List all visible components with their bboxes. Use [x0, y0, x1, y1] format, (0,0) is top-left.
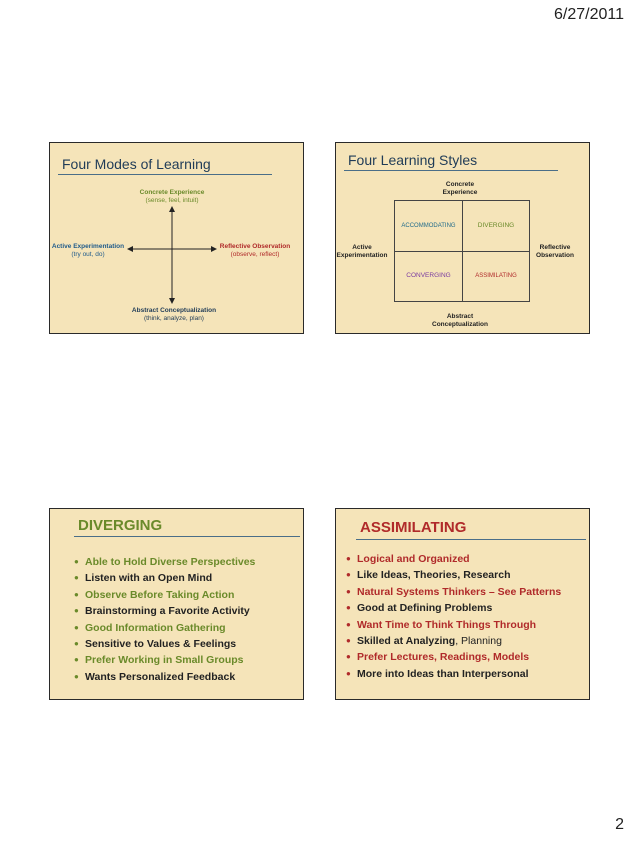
left-label: Active Experimentation — [51, 243, 125, 250]
list-item: ● Listen with an Open Mind — [74, 572, 213, 585]
axes-arrows — [50, 143, 305, 335]
right-sub: (observe, reflect) — [230, 251, 280, 258]
quadrant-accommodating: ACCOMMODATING — [401, 223, 456, 229]
title-underline — [344, 170, 558, 171]
top-label-1: Concrete — [445, 181, 475, 188]
slide-title: Four Modes of Learning — [62, 156, 211, 172]
slide-diverging — [49, 508, 304, 700]
grid-hline — [395, 251, 529, 252]
list-item: ● Good Information Gathering — [74, 621, 226, 634]
list-item: ● Skilled at Analyzing, Planning — [346, 634, 502, 647]
left-label-2: Experimentation — [336, 252, 388, 259]
bottom-label-1: Abstract — [446, 313, 474, 320]
list-item: ● Logical and Organized — [346, 553, 470, 565]
list-item: ● Prefer Working in Small Groups — [74, 654, 244, 667]
top-label: Concrete Experience — [139, 189, 205, 196]
list-item: ● Good at Defining Problems — [346, 602, 493, 615]
slide-title: DIVERGING — [78, 517, 163, 534]
title-underline — [74, 536, 300, 537]
styles-grid — [394, 200, 530, 302]
list-item: ● Prefer Lectures, Readings, Models — [346, 651, 530, 664]
slide-title: Four Learning Styles — [348, 152, 478, 168]
bottom-label: Abstract Conceptualization — [131, 307, 217, 314]
bottom-sub: (think, analyze, plan) — [144, 315, 204, 322]
list-item: ● Sensitive to Values & Feelings — [74, 637, 237, 650]
list-item: ● More into Ideas than Interpersonal — [346, 667, 529, 680]
bottom-label-2: Conceptualization — [432, 321, 488, 328]
diverging-list — [74, 554, 255, 685]
left-label-1: Active — [352, 244, 372, 251]
right-label: Reflective Observation — [219, 243, 291, 250]
list-item: ● Brainstorming a Favorite Activity — [74, 605, 250, 618]
list-item: ● Observe Before Taking Action — [74, 588, 235, 601]
top-label-2: Experience — [442, 189, 478, 196]
page-number: 2 — [615, 816, 624, 833]
slide-four-styles — [335, 142, 590, 334]
list-item: ● Natural Systems Thinkers – See Patterns — [346, 585, 562, 598]
title-underline — [356, 539, 586, 540]
slide-four-modes — [49, 142, 304, 334]
quadrant-assimilating: ASSIMILATING — [475, 273, 517, 279]
print-date: 6/27/2011 — [554, 6, 624, 23]
list-item: ● Wants Personalized Feedback — [74, 670, 236, 683]
slide-assimilating — [335, 508, 590, 700]
list-item: ● Like Ideas, Theories, Research — [346, 569, 511, 582]
quadrant-converging: CONVERGING — [406, 272, 451, 279]
top-sub: (sense, feel, intuit) — [145, 197, 199, 204]
slide-title: ASSIMILATING — [360, 519, 467, 536]
right-label-2: Observation — [536, 252, 574, 259]
list-item: ● Want Time to Think Things Through — [346, 618, 537, 631]
quadrant-diverging: DIVERGING — [477, 222, 515, 229]
left-sub: (try out, do) — [71, 251, 105, 258]
assimilating-list — [346, 551, 561, 682]
list-item: ● Able to Hold Diverse Perspectives — [74, 556, 256, 568]
right-label-1: Reflective — [539, 244, 571, 251]
